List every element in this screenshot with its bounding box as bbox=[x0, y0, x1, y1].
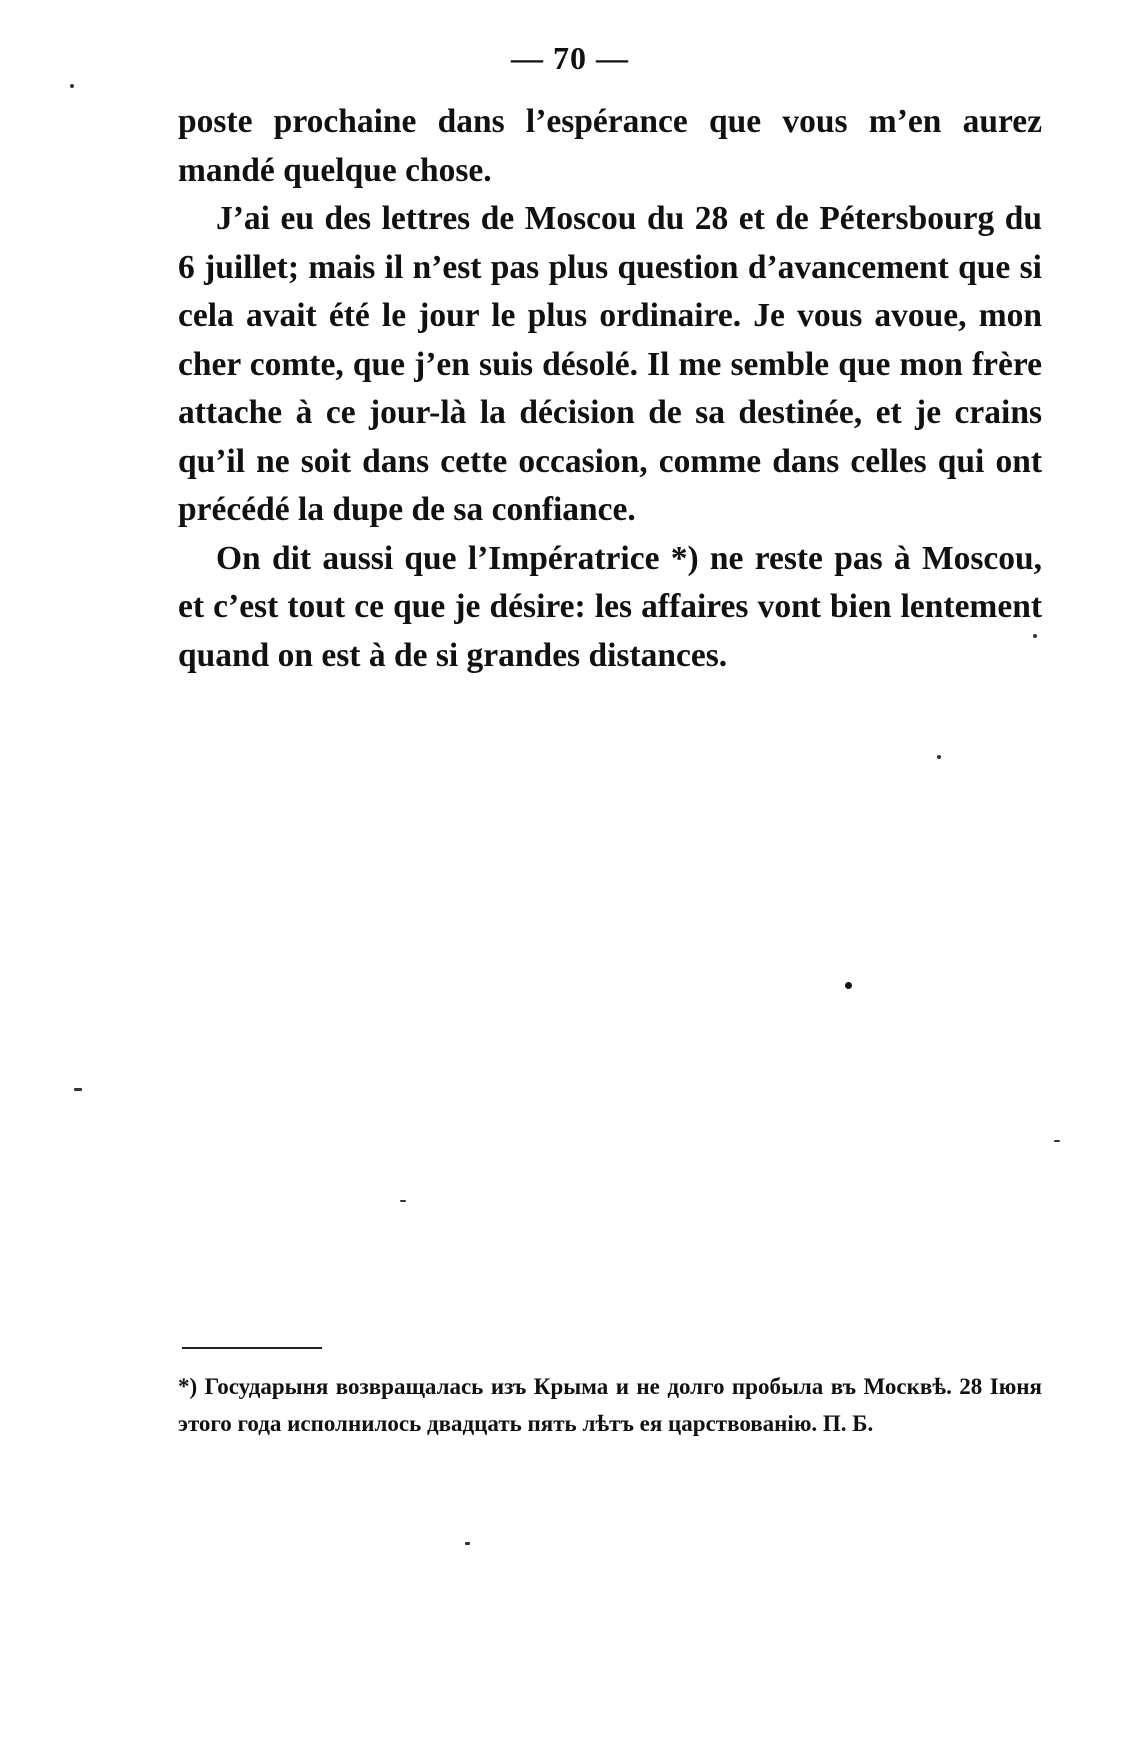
paragraph-continuation: poste prochaine dans l’espérance que vous m’en aurez mandé quelque chose. bbox=[178, 103, 1042, 189]
paragraph-letters: J’ai eu des lettres de Moscou du 28 et de Pétersbourg du 6 juillet; mais il n’est pas plus question d’avancement que si cela avait été le jour le plus ordinaire. Je vous avoue, mon cher comte, que j’en suis désolé. Il me semble que mon frère attache à ce jour-là la décision de sa destinée, et je crains qu’il ne soit dans cette occasion, comme dans celles qui ont précédé la dupe de sa confiance. bbox=[178, 200, 1042, 528]
scan-speck bbox=[1033, 634, 1037, 638]
scan-speck bbox=[1054, 1140, 1060, 1142]
footnote: *) Государыня возвращалась изъ Крыма и не долго пробыла въ Москвѣ. 28 Іюня этого года исполнилось двадцать пять лѣтъ ея царствованію. П. Б. bbox=[178, 1374, 1042, 1436]
scan-speck bbox=[845, 982, 852, 989]
page-number: — 70 — bbox=[511, 40, 629, 76]
scan-speck bbox=[74, 1088, 82, 1091]
scan-speck bbox=[937, 755, 941, 759]
scan-speck bbox=[400, 1200, 406, 1202]
footnote-divider bbox=[182, 1347, 322, 1349]
main-text bbox=[178, 98, 1042, 680]
paragraph-empress: On dit aussi que l’Impératrice *) ne reste pas à Moscou, et c’est tout ce que je désire: les affaires vont bien lentement quand on est à de si grandes distances. bbox=[178, 539, 1042, 674]
scan-speck bbox=[70, 84, 74, 88]
scan-speck bbox=[465, 1542, 470, 1545]
